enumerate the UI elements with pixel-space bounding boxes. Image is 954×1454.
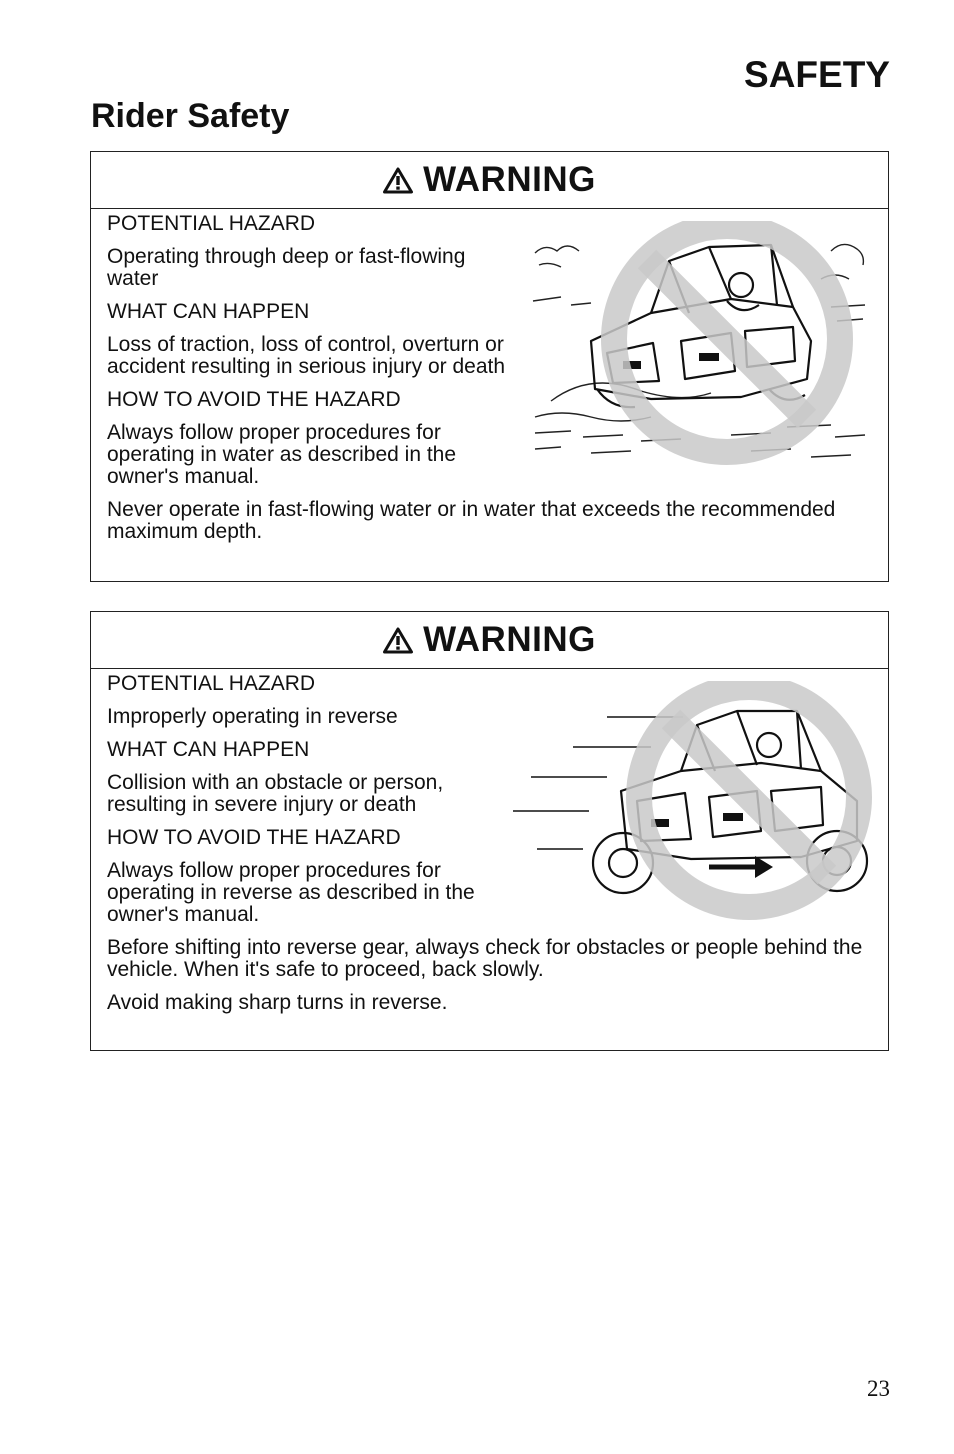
hazard-text: Operating through deep or fast-flowing water bbox=[107, 245, 466, 290]
section-title: SAFETY bbox=[744, 54, 890, 95]
page-title: Rider Safety bbox=[91, 97, 290, 135]
warning-header bbox=[91, 612, 888, 669]
no-symbol-icon bbox=[639, 687, 859, 907]
consequence-text: Collision with an obstacle or person, resulting in severe injury or death bbox=[107, 771, 444, 816]
consequence-text: Loss of traction, loss of control, overturn or accident resulting in serious injury or death bbox=[107, 333, 506, 378]
warning-label: WARNING bbox=[423, 620, 596, 659]
consequence-heading: WHAT CAN HAPPEN bbox=[107, 300, 310, 323]
warning-body bbox=[91, 209, 888, 564]
avoid-text: Always follow proper procedures for operating in water as described in the owner's manual. bbox=[107, 421, 457, 488]
warning-box-reverse bbox=[90, 611, 889, 1051]
avoid-heading: HOW TO AVOID THE HAZARD bbox=[107, 826, 401, 849]
warning-triangle-icon bbox=[383, 167, 413, 194]
vehicle-in-water-illustration bbox=[531, 221, 871, 471]
avoid-text-turns: Avoid making sharp turns in reverse. bbox=[107, 991, 448, 1014]
warning-header bbox=[91, 152, 888, 209]
vehicle-reversing-illustration bbox=[501, 681, 881, 951]
hazard-text: Improperly operating in reverse bbox=[107, 705, 398, 728]
consequence-heading: WHAT CAN HAPPEN bbox=[107, 738, 310, 761]
avoid-heading: HOW TO AVOID THE HAZARD bbox=[107, 388, 401, 411]
warning-body bbox=[91, 669, 888, 1035]
warning-triangle-icon bbox=[383, 627, 413, 654]
avoid-text: Always follow proper procedures for operating in reverse as described in the owner's manual. bbox=[107, 859, 475, 926]
page-number: 23 bbox=[867, 1376, 890, 1401]
warning-label: WARNING bbox=[423, 160, 596, 199]
hazard-heading: POTENTIAL HAZARD bbox=[107, 672, 316, 695]
warning-box-water bbox=[90, 151, 889, 582]
avoid-text-extra: Never operate in fast-flowing water or in water that exceeds the recommended maximum depth. bbox=[107, 498, 836, 543]
hazard-heading: POTENTIAL HAZARD bbox=[107, 212, 316, 235]
no-symbol-icon bbox=[614, 226, 840, 452]
avoid-text-extra: Before shifting into reverse gear, always check for obstacles or people behind the vehicle. When it's safe to proceed, back slowly. bbox=[107, 936, 863, 981]
